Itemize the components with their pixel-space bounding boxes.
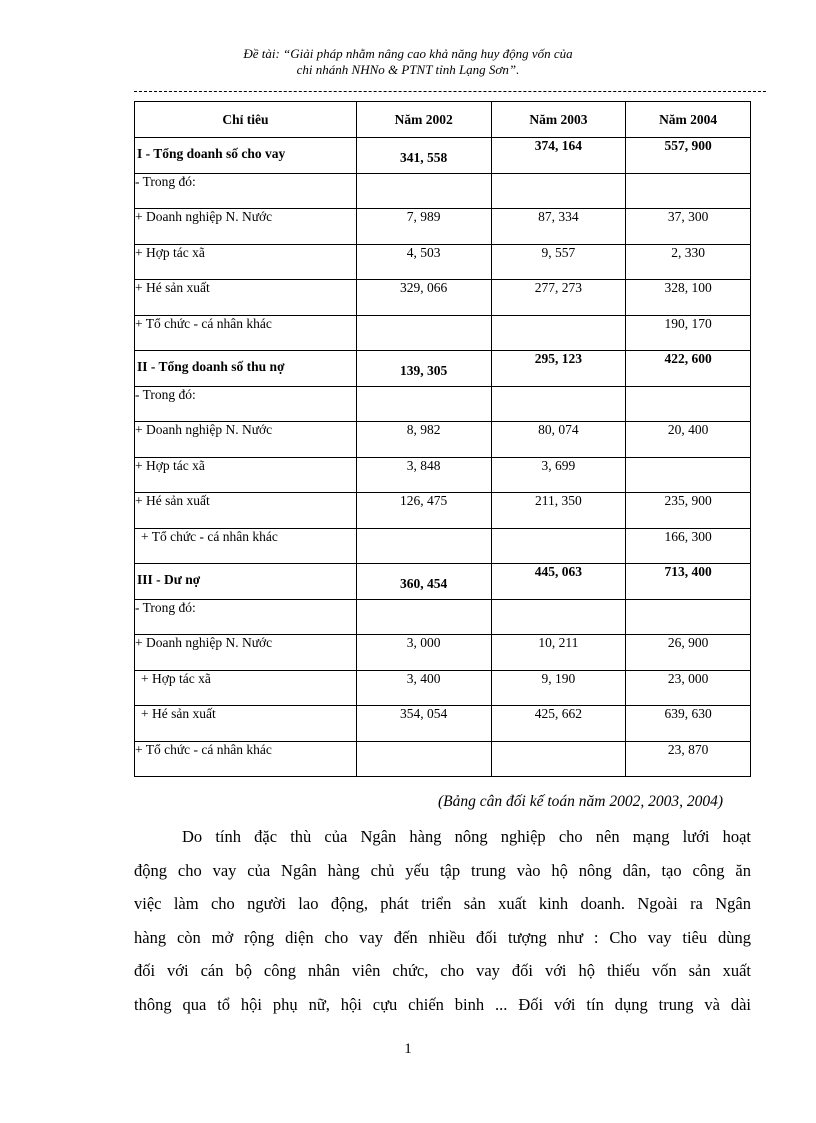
cell-2004: 2, 330 [626, 244, 751, 280]
row-label: - Trong đó: [135, 173, 357, 209]
cell-2003 [491, 599, 626, 635]
table-source-caption: (Bảng cân đối kế toán năm 2002, 2003, 2004) [438, 793, 723, 810]
column-header: Năm 2003 [491, 102, 626, 138]
cell-2004: 713, 400 [626, 564, 751, 600]
table-row [135, 493, 751, 529]
table-row [135, 280, 751, 316]
cell-2003 [491, 173, 626, 209]
cell-2003: 445, 063 [491, 564, 626, 600]
cell-2003 [491, 528, 626, 564]
row-label: + Doanh nghiệp N. Nước [135, 635, 357, 671]
cell-2004: 328, 100 [626, 280, 751, 316]
table-row [135, 209, 751, 245]
row-label: + Hé sản xuất [135, 706, 357, 742]
table-row [135, 315, 751, 351]
paragraph-line: thông qua tổ hội phụ nữ, hội cựu chiến binh ... Đối với tín dụng trung và dài [134, 994, 751, 1014]
cell-2003: 374, 164 [491, 138, 626, 174]
row-label: + Hợp tác xã [135, 670, 357, 706]
cell-2004: 235, 900 [626, 493, 751, 529]
table-row [135, 351, 751, 387]
cell-2004 [626, 173, 751, 209]
header-line-1: Đề tài: “Giải pháp nhằm nâng cao khả năng huy động vốn của [243, 46, 573, 61]
table-row [135, 528, 751, 564]
cell-2002 [356, 528, 491, 564]
cell-2002: 4, 503 [356, 244, 491, 280]
paragraph-line: việc làm cho người lao động, phát triển sản xuất kinh doanh. Ngoài ra Ngân [134, 894, 751, 913]
cell-2002 [356, 741, 491, 777]
cell-2002: 3, 000 [356, 635, 491, 671]
cell-2002: 360, 454 [356, 564, 491, 600]
cell-2002: 139, 305 [356, 351, 491, 387]
row-label: + Tổ chức - cá nhân khác [135, 528, 357, 564]
cell-2004: 23, 870 [626, 741, 751, 777]
table-body [135, 138, 751, 777]
cell-2003 [491, 741, 626, 777]
row-label: + Hợp tác xã [135, 244, 357, 280]
cell-2003: 80, 074 [491, 422, 626, 458]
cell-2003 [491, 315, 626, 351]
cell-2002: 329, 066 [356, 280, 491, 316]
cell-2003: 425, 662 [491, 706, 626, 742]
cell-2002: 126, 475 [356, 493, 491, 529]
table-row [135, 138, 751, 174]
paragraph-line: hàng còn mở rộng diện cho vay đến nhiều đối tượng như : Cho vay tiêu dùng [134, 927, 751, 947]
column-header: Năm 2004 [626, 102, 751, 138]
table-row [135, 670, 751, 706]
cell-2002: 3, 848 [356, 457, 491, 493]
paragraph-line: Do tính đặc thù của Ngân hàng nông nghiệp cho nên mạng lưới hoạt [182, 827, 751, 846]
page-number: 1 [404, 1041, 412, 1057]
table-row [135, 422, 751, 458]
page-header [0, 46, 816, 78]
cell-2002: 7, 989 [356, 209, 491, 245]
cell-2002: 341, 558 [356, 138, 491, 174]
header-divider [134, 91, 766, 92]
table-row [135, 564, 751, 600]
cell-2004: 639, 630 [626, 706, 751, 742]
header-line-2: chi nhánh NHNo & PTNT tỉnh Lạng Sơn”. [296, 62, 520, 77]
cell-2004: 422, 600 [626, 351, 751, 387]
table-row [135, 457, 751, 493]
cell-2004 [626, 457, 751, 493]
cell-2004: 166, 300 [626, 528, 751, 564]
loan-statistics-table [134, 101, 751, 777]
cell-2004: 20, 400 [626, 422, 751, 458]
cell-2004: 37, 300 [626, 209, 751, 245]
column-header: Chỉ tiêu [135, 102, 357, 138]
cell-2002: 3, 400 [356, 670, 491, 706]
cell-2004: 26, 900 [626, 635, 751, 671]
cell-2004: 23, 000 [626, 670, 751, 706]
column-header: Năm 2002 [356, 102, 491, 138]
row-label: + Tổ chức - cá nhân khác [135, 741, 357, 777]
row-label: + Hé sản xuất [135, 280, 357, 316]
cell-2003: 211, 350 [491, 493, 626, 529]
table-header-row [135, 102, 751, 138]
cell-2003: 9, 190 [491, 670, 626, 706]
paragraph-line: đối với cán bộ công nhân viên chức, cho vay đối với hộ thiếu vốn sản xuất [134, 961, 751, 980]
row-label: I - Tổng doanh số cho vay [135, 138, 357, 174]
cell-2003: 10, 211 [491, 635, 626, 671]
cell-2003: 3, 699 [491, 457, 626, 493]
cell-2002 [356, 173, 491, 209]
cell-2003: 87, 334 [491, 209, 626, 245]
row-label: - Trong đó: [135, 386, 357, 422]
table-row [135, 706, 751, 742]
cell-2003 [491, 386, 626, 422]
cell-2003: 9, 557 [491, 244, 626, 280]
cell-2002 [356, 386, 491, 422]
cell-2002 [356, 315, 491, 351]
cell-2002 [356, 599, 491, 635]
table-row [135, 635, 751, 671]
row-label: + Hé sản xuất [135, 493, 357, 529]
cell-2004 [626, 599, 751, 635]
body-paragraph [134, 820, 751, 1021]
table-row [135, 599, 751, 635]
paragraph-line: động cho vay của Ngân hàng chủ yếu tập trung vào hộ nông dân, tạo công ăn [134, 860, 751, 880]
row-label: II - Tổng doanh số thu nợ [135, 351, 357, 387]
row-label: - Trong đó: [135, 599, 357, 635]
cell-2002: 8, 982 [356, 422, 491, 458]
row-label: + Tổ chức - cá nhân khác [135, 315, 357, 351]
cell-2003: 277, 273 [491, 280, 626, 316]
row-label: + Doanh nghiệp N. Nước [135, 422, 357, 458]
row-label: + Hợp tác xã [135, 457, 357, 493]
row-label: III - Dư nợ [135, 564, 357, 600]
cell-2004 [626, 386, 751, 422]
cell-2003: 295, 123 [491, 351, 626, 387]
row-label: + Doanh nghiệp N. Nước [135, 209, 357, 245]
cell-2004: 557, 900 [626, 138, 751, 174]
table-row [135, 741, 751, 777]
cell-2004: 190, 170 [626, 315, 751, 351]
table-row [135, 386, 751, 422]
table-row [135, 244, 751, 280]
table-row [135, 173, 751, 209]
cell-2002: 354, 054 [356, 706, 491, 742]
